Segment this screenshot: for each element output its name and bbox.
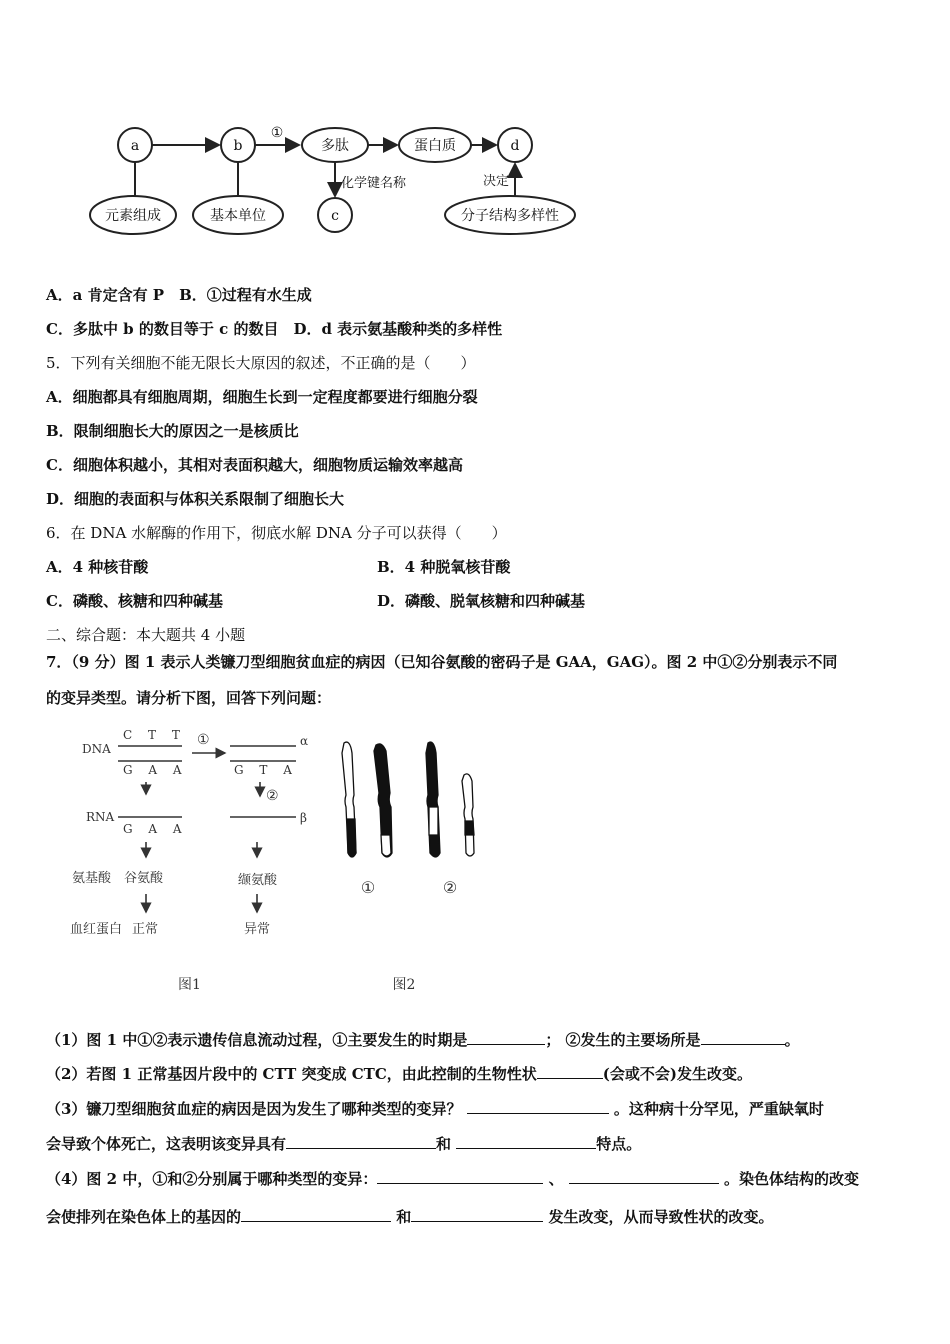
node-c-label: c [331,208,339,224]
node-element-label: 元素组成 [105,208,161,224]
valine-label: 缬氨酸 [238,873,278,888]
q7-sub4-line2 [46,1207,774,1227]
q4-options-ab: A．a 肯定含有 P B．①过程有水生成 [46,286,312,304]
q7-stem-line2: 的变异类型。请分析下图，回答下列问题： [46,689,332,707]
step1-label-fig1: ① [197,732,210,748]
q7-sub1-text-c: 。 [784,1031,800,1049]
q7-sub3-blank-2[interactable] [286,1134,436,1149]
step2-label: ② [266,788,279,804]
node-unit-label: 基本单位 [210,208,266,224]
q7-sub2-text-b: (会或不会)发生改变。 [602,1065,752,1083]
dna-top-bases: C T T [123,728,186,742]
rna-bases: G A A [123,822,188,836]
q5-option-a: A．细胞都具有细胞周期，细胞生长到一定程度都要进行细胞分裂 [46,388,478,406]
q7-sub2-text-a: （2）若图 1 正常基因片段中的 CTT 突变成 CTC，由此控制的生物性状 [46,1065,537,1083]
q7-sub4-text-a: （4）图 2 中，①和②分别属于哪种类型的变异： [46,1170,378,1188]
hemoglobin-label: 血红蛋白 [70,922,123,937]
q7-sub3-text-c: 会导致个体死亡，这表明该变异具有 [46,1135,287,1153]
q7-sub3-text-a: （3）镰刀型细胞贫血症的病因是因为发生了哪种类型的变异？ [46,1100,462,1118]
q7-sub3-text-b: 。这种病十分罕见，严重缺氧时 [613,1100,824,1118]
q7-sub4-text-e: 和 [396,1208,412,1226]
q7-stem-line1: 7．（9 分）图 1 表示人类镰刀型细胞贫血症的病因（已知谷氨酸的密码子是 GAA，GAG）。图 2 中①②分别表示不同 [46,653,838,671]
q5-option-d: D．细胞的表面积与体积关系限制了细胞长大 [46,490,345,508]
normal-label: 正常 [132,922,159,937]
node-b-label: b [233,138,243,154]
q7-sub1-text-b: ； ②发生的主要场所是 [545,1031,701,1049]
figure-2-label-1: ① [360,878,376,897]
q6-stem: 6．在 DNA 水解酶的作用下，彻底水解 DNA 分子可以获得（ ） [46,524,507,542]
q7-sub1-blank-1[interactable] [467,1030,545,1045]
mutant-bases: G T A [234,763,298,777]
q5-stem: 5．下列有关细胞不能无限长大原因的叙述，不正确的是（ ） [46,354,476,372]
figure-2-chromosomes [330,735,500,1000]
q7-sub3-line2 [46,1134,641,1154]
q7-sub4-blank-4[interactable] [411,1207,543,1222]
decide-label: 决定 [483,174,510,189]
node-diversity-label: 分子结构多样性 [461,208,559,224]
q7-sub4-blank-1[interactable] [377,1169,543,1184]
q6-option-a: A．4 种核苷酸 [46,558,149,576]
alpha-label: α [300,734,309,748]
abnormal-label: 异常 [244,922,271,937]
q7-sub4-text-d: 会使排列在染色体上的基因的 [46,1208,242,1226]
q7-sub1 [46,1030,800,1050]
glutamate-label: 谷氨酸 [124,871,164,886]
q7-sub4-text-b: 、 [548,1170,564,1188]
q7-sub3-text-e: 特点。 [596,1135,642,1153]
q7-sub4-blank-3[interactable] [241,1207,391,1222]
q6-option-c: C．磷酸、核糖和四种碱基 [46,592,223,610]
step1-label: ① [270,125,284,141]
node-d-label: d [510,138,520,154]
figure-2-caption: 图2 [392,977,416,993]
dna-label: DNA [82,742,111,756]
q6-option-d: D．磷酸、脱氧核糖和四种碱基 [377,592,586,610]
q7-sub3-text-d: 和 [436,1135,452,1153]
q7-sub1-blank-2[interactable] [701,1030,785,1045]
q7-sub3-line1 [46,1099,824,1119]
amino-acid-label: 氨基酸 [72,871,112,886]
q5-option-b: B．限制细胞长大的原因之一是核质比 [46,422,299,440]
q7-sub4-line1 [46,1169,859,1189]
figure-1-caption: 图1 [178,977,201,993]
q7-sub1-text-a: （1）图 1 中①②表示遗传信息流动过程，①主要发生的时期是 [46,1031,468,1049]
node-a-label: a [130,138,140,154]
bond-name-label: 化学键名称 [341,176,407,191]
chromosome-2b [462,774,474,856]
q5-option-c: C．细胞体积越小，其相对表面积越大，细胞物质运输效率越高 [46,456,463,474]
figure-1-sickle-cell [70,722,330,1002]
q7-sub3-blank-1[interactable] [467,1099,609,1114]
protein-flowchart [80,115,590,240]
figure-2-label-2: ② [442,878,458,897]
q7-sub2-blank[interactable] [537,1064,603,1079]
dna-bottom-bases: G A A [123,763,188,777]
q6-option-b: B．4 种脱氧核苷酸 [377,558,511,576]
q7-sub4-text-c: 。染色体结构的改变 [724,1170,860,1188]
q7-sub4-text-f: 发生改变，从而导致性状的改变。 [548,1208,774,1226]
chromosome-2a [426,742,440,857]
q7-sub4-blank-2[interactable] [569,1169,719,1184]
q4-options-cd: C．多肽中 b 的数目等于 c 的数目 D．d 表示氨基酸种类的多样性 [46,320,503,338]
q7-sub2 [46,1064,752,1084]
beta-label: β [300,811,307,825]
rna-label: RNA [86,810,115,824]
node-polypeptide-label: 多肽 [321,138,349,154]
section-2-heading: 二、综合题：本大题共 4 小题 [46,626,246,644]
q7-sub3-blank-3[interactable] [456,1134,596,1149]
node-protein-label: 蛋白质 [414,138,456,154]
